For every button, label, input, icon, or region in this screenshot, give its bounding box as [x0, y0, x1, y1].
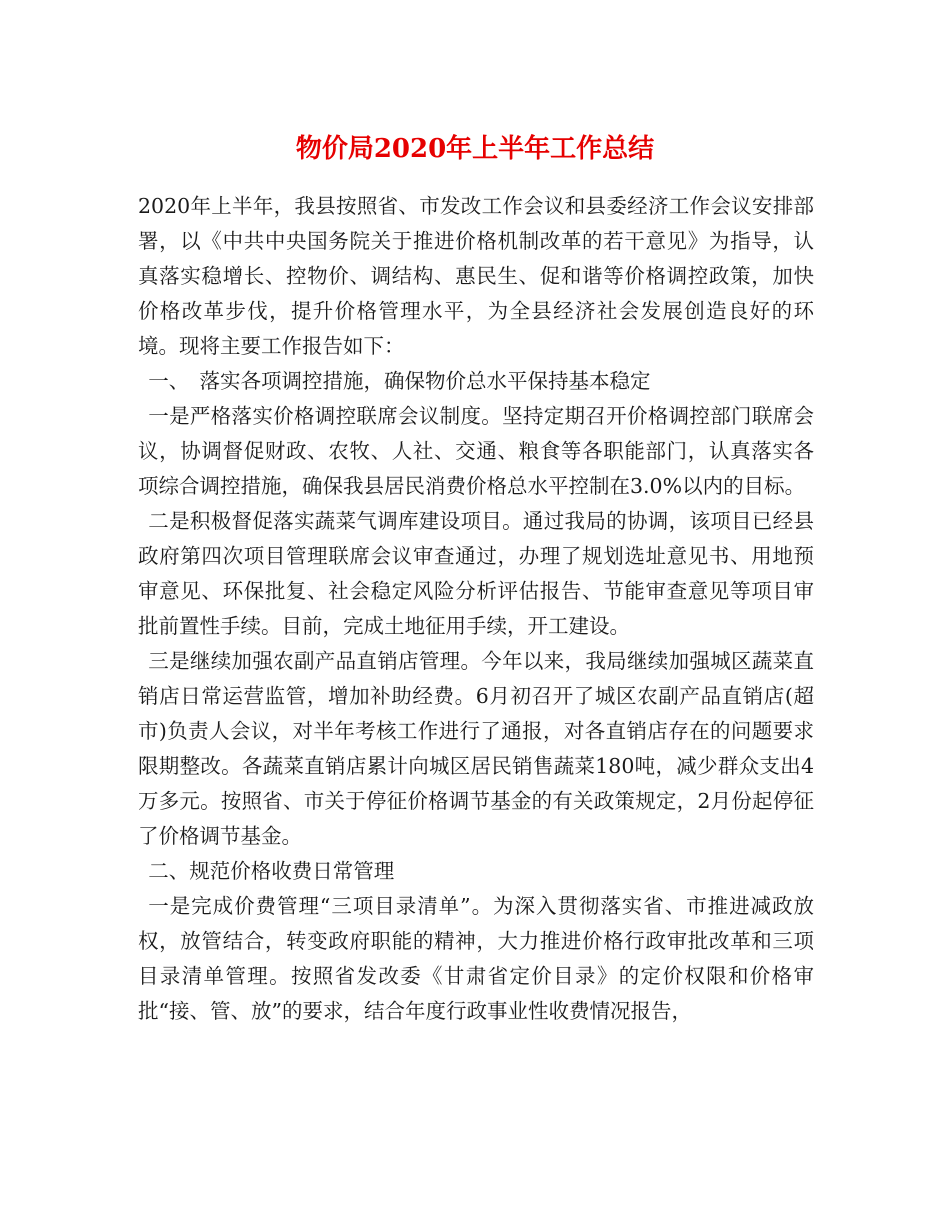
paragraph-1-3: 三是继续加强农副产品直销店管理。今年以来，我局继续加强城区蔬菜直销店日常运营监管，增加补助经费。6月初召开了城区农副产品直销店(超市)负责人会议，对半年考核工作进行了通报，对各直销店存在的问题要求限期整改。各蔬菜直销店累计向城区居民销售蔬菜180吨，减少群众支出4万多元。按照省、市关于停征价格调节基金的有关政策规定，2月份起停征了价格调节基金。 [138, 649, 814, 848]
paragraph-1-1: 一是严格落实价格调控联席会议制度。坚持定期召开价格调控部门联席会议，协调督促财政、农牧、人社、交通、粮食等各职能部门，认真落实各项综合调控措施，确保我县居民消费价格总水平控制在3.0%以内的目标。 [138, 404, 814, 498]
intro-paragraph: 2020年上半年，我县按照省、市发改工作会议和县委经济工作会议安排部署，以《中共中央国务院关于推进价格机制改革的若干意见》为指导，认真落实稳增长、控物价、调结构、惠民生、促和谐等价格调控政策，加快价格改革步伐，提升价格管理水平，为全县经济社会发展创造良好的环境。现将主要工作报告如下： [138, 194, 814, 358]
paragraph-1-2: 二是积极督促落实蔬菜气调库建设项目。通过我局的协调，该项目已经县政府第四次项目管理联席会议审查通过，办理了规划选址意见书、用地预审意见、环保批复、社会稳定风险分析评估报告、节能审查意见等项目审批前置性手续。目前，完成土地征用手续，开工建设。 [138, 509, 814, 638]
section-heading-1: 一、 落实各项调控措施，确保物价总水平保持基本稳定 [148, 369, 651, 393]
section-heading-2: 二、规范价格收费日常管理 [148, 859, 395, 883]
document-body [138, 189, 814, 1029]
document-title: 物价局2020年上半年工作总结 [295, 134, 655, 164]
paragraph-2-1: 一是完成价费管理“三项目录清单”。为深入贯彻落实省、市推进减政放权，放管结合，转变政府职能的精神，大力推进价格行政审批改革和三项目录清单管理。按照省发改委《甘肃省定价目录》的定价权限和价格审批“接、管、放”的要求，结合年度行政事业性收费情况报告， [138, 894, 814, 1023]
